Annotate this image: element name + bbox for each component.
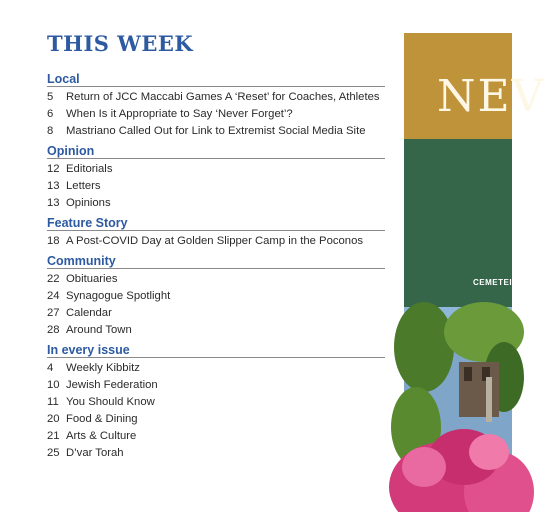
toc-entry[interactable] [47, 307, 385, 320]
toc-entry[interactable] [47, 180, 385, 193]
table-of-contents [47, 30, 385, 466]
section-heading: In every issue [47, 343, 385, 358]
page-number: 21 [47, 430, 60, 442]
entry-title: Mastriano Called Out for Link to Extremist Social Media Site [66, 125, 366, 137]
page-number: 28 [47, 324, 60, 336]
magazine-cover [404, 33, 545, 512]
toc-entry[interactable] [47, 447, 385, 460]
toc-entry[interactable] [47, 324, 385, 337]
page-number: 11 [47, 396, 59, 408]
toc-entry[interactable] [47, 273, 385, 286]
toc-entry[interactable] [47, 396, 385, 409]
page-number: 20 [47, 413, 60, 425]
entry-title: Obituaries [66, 273, 118, 285]
page-number: 4 [47, 362, 54, 374]
page-number: 12 [47, 163, 60, 175]
page-number: 27 [47, 307, 60, 319]
entry-title: Calendar [66, 307, 112, 319]
page-title: THIS WEEK [47, 31, 194, 56]
entry-title: Food & Dining [66, 413, 138, 425]
cover-masthead: NEV [437, 71, 545, 122]
toc-entry[interactable] [47, 362, 385, 375]
section-heading: Local [47, 72, 385, 87]
toc-entry[interactable] [47, 91, 385, 104]
page-number: 22 [47, 273, 60, 285]
section-heading: Community [47, 254, 385, 269]
entry-title: You Should Know [66, 396, 155, 408]
toc-entry[interactable] [47, 235, 385, 248]
toc-section [47, 72, 385, 138]
page-number: 24 [47, 290, 60, 302]
page-number: 18 [47, 235, 60, 247]
entry-title: Return of JCC Maccabi Games A ‘Reset’ for Coaches, Athletes [66, 91, 380, 103]
toc-entry[interactable] [47, 413, 385, 426]
entry-title: When Is it Appropriate to Say ‘Never Forget’? [66, 108, 293, 120]
page-number: 5 [47, 91, 54, 103]
entry-title: Letters [66, 180, 101, 192]
toc-sections [47, 72, 385, 460]
entry-title: Around Town [66, 324, 132, 336]
section-heading: Opinion [47, 144, 385, 159]
page-number: 8 [47, 125, 54, 137]
toc-entry[interactable] [47, 125, 385, 138]
toc-section [47, 254, 385, 337]
entry-title: Synagogue Spotlight [66, 290, 171, 302]
toc-section [47, 216, 385, 248]
toc-section [47, 343, 385, 460]
section-heading: Feature Story [47, 216, 385, 231]
entry-title: Jewish Federation [66, 379, 158, 391]
entry-title: A Post-COVID Day at Golden Slipper Camp in the Poconos [66, 235, 364, 247]
entry-title: Weekly Kibbitz [66, 362, 140, 374]
cover-photo [404, 307, 512, 512]
entry-title: Opinions [66, 197, 111, 209]
page-number: 13 [47, 197, 60, 209]
page-number: 6 [47, 108, 54, 120]
entry-title: Arts & Culture [66, 430, 137, 442]
toc-entry[interactable] [47, 163, 385, 176]
page-number: 25 [47, 447, 60, 459]
toc-section [47, 144, 385, 210]
entry-title: Editorials [66, 163, 113, 175]
toc-entry[interactable] [47, 379, 385, 392]
page-number: 13 [47, 180, 60, 192]
toc-entry[interactable] [47, 430, 385, 443]
toc-entry[interactable] [47, 197, 385, 210]
entry-title: D’var Torah [66, 447, 124, 459]
cover-kicker: CEMETEI [473, 278, 513, 287]
toc-entry[interactable] [47, 290, 385, 303]
page-number: 10 [47, 379, 60, 391]
toc-entry[interactable] [47, 108, 385, 121]
